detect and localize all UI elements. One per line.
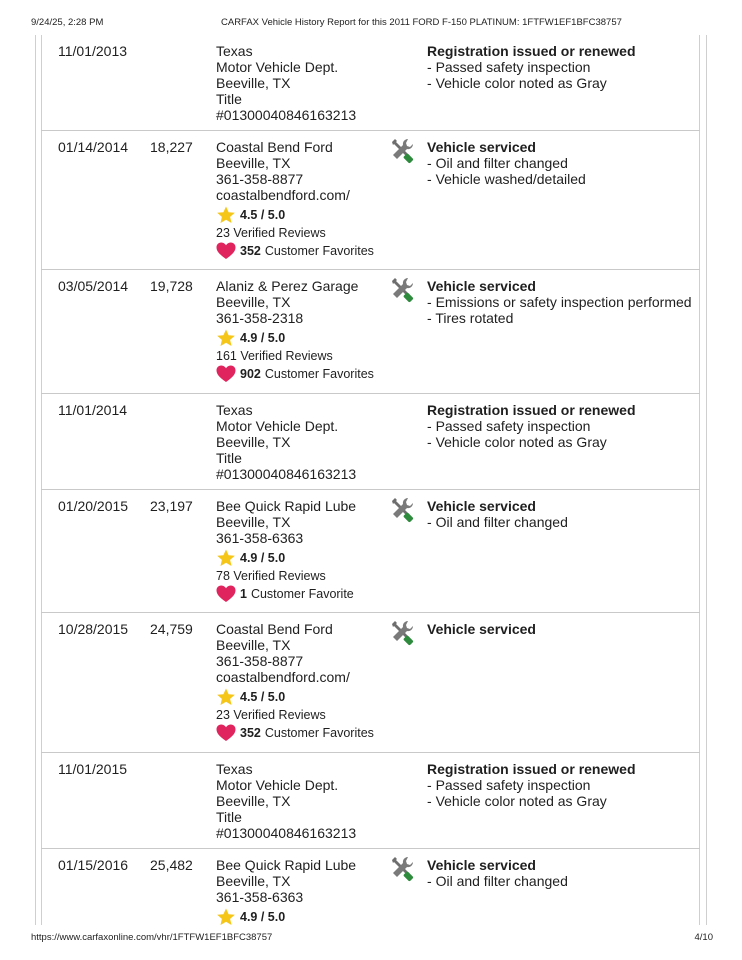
comment-item: - Vehicle washed/detailed bbox=[427, 171, 697, 187]
record-date: 11/01/2014 bbox=[58, 402, 128, 418]
customer-favorites bbox=[216, 724, 391, 742]
source-line: Title bbox=[216, 91, 242, 107]
comment-title: Vehicle serviced bbox=[427, 139, 536, 155]
source-line: Beeville, TX bbox=[216, 514, 291, 530]
rating-row bbox=[216, 549, 391, 567]
record-date: 11/01/2013 bbox=[58, 43, 128, 59]
comment-title: Registration issued or renewed bbox=[427, 43, 636, 59]
favorites-count: 352 bbox=[240, 244, 261, 258]
star-icon bbox=[216, 908, 236, 926]
record-comments bbox=[427, 402, 697, 450]
source-line: Beeville, TX bbox=[216, 873, 291, 889]
record-comments bbox=[427, 43, 697, 91]
rating-score: 4.9 / 5.0 bbox=[240, 910, 286, 924]
favorites-label: Customer Favorites bbox=[264, 244, 374, 258]
record-row bbox=[41, 490, 700, 613]
record-row bbox=[41, 613, 700, 753]
record-date: 01/15/2016 bbox=[58, 857, 129, 873]
source-line: Beeville, TX bbox=[216, 637, 291, 653]
heart-icon bbox=[216, 365, 236, 383]
favorites-label: Customer Favorites bbox=[264, 367, 374, 381]
record-odometer: 18,227 bbox=[150, 139, 193, 155]
favorites-count: 352 bbox=[240, 726, 261, 740]
record-source bbox=[216, 43, 391, 123]
frame-rule bbox=[35, 35, 36, 925]
comment-title: Registration issued or renewed bbox=[427, 402, 636, 418]
record-row bbox=[41, 270, 700, 394]
source-line: 361-358-6363 bbox=[216, 889, 304, 905]
comment-title: Registration issued or renewed bbox=[427, 761, 636, 777]
record-source bbox=[216, 278, 391, 383]
frame-rule bbox=[706, 35, 707, 925]
source-line: Coastal Bend Ford bbox=[216, 139, 333, 155]
source-line: Bee Quick Rapid Lube bbox=[216, 857, 357, 873]
record-date: 01/20/2015 bbox=[58, 498, 129, 514]
comment-item: - Emissions or safety inspection performed bbox=[427, 294, 697, 310]
record-row bbox=[41, 131, 700, 270]
print-footer bbox=[0, 932, 742, 946]
comment-title: Vehicle serviced bbox=[427, 278, 536, 294]
source-line: Coastal Bend Ford bbox=[216, 621, 333, 637]
comment-item: - Oil and filter changed bbox=[427, 514, 697, 530]
record-comments bbox=[427, 621, 697, 637]
wrench-screwdriver-icon bbox=[388, 275, 416, 303]
record-comments bbox=[427, 278, 697, 326]
rating-score: 4.9 / 5.0 bbox=[240, 551, 286, 565]
wrench-screwdriver-icon bbox=[388, 854, 416, 882]
source-line: Title bbox=[216, 450, 242, 466]
source-line: 361-358-2318 bbox=[216, 310, 304, 326]
record-comments bbox=[427, 139, 697, 187]
customer-favorites bbox=[216, 365, 391, 383]
wrench-screwdriver-icon bbox=[388, 618, 416, 646]
rating-score: 4.5 / 5.0 bbox=[240, 690, 286, 704]
history-records bbox=[41, 35, 700, 939]
record-row bbox=[41, 35, 700, 131]
source-line: coastalbendford.com/ bbox=[216, 187, 350, 203]
record-odometer: 25,482 bbox=[150, 857, 193, 873]
record-comments bbox=[427, 761, 697, 809]
rating-row bbox=[216, 908, 391, 926]
source-line: Texas bbox=[216, 761, 253, 777]
source-line: #01300040846163213 bbox=[216, 825, 357, 841]
source-line: Motor Vehicle Dept. bbox=[216, 418, 339, 434]
record-source bbox=[216, 621, 391, 742]
print-url: https://www.carfaxonline.com/vhr/1FTFW1EF1BFC38757 bbox=[31, 932, 273, 943]
wrench-screwdriver-icon bbox=[388, 136, 416, 164]
source-line: #01300040846163213 bbox=[216, 466, 357, 482]
comment-item: - Oil and filter changed bbox=[427, 873, 697, 889]
source-line: #01300040846163213 bbox=[216, 107, 357, 123]
source-line: 361-358-8877 bbox=[216, 653, 304, 669]
record-row bbox=[41, 849, 700, 939]
source-line: Beeville, TX bbox=[216, 793, 291, 809]
record-source bbox=[216, 402, 391, 482]
record-source bbox=[216, 761, 391, 841]
comment-item: - Passed safety inspection bbox=[427, 59, 697, 75]
favorites-label: Customer Favorites bbox=[264, 726, 374, 740]
record-date: 01/14/2014 bbox=[58, 139, 129, 155]
source-line: Beeville, TX bbox=[216, 155, 291, 171]
source-line: Alaniz & Perez Garage bbox=[216, 278, 359, 294]
record-row bbox=[41, 753, 700, 849]
record-odometer: 23,197 bbox=[150, 498, 193, 514]
rating-row bbox=[216, 329, 391, 347]
source-line: 361-358-8877 bbox=[216, 171, 304, 187]
verified-reviews: 78 Verified Reviews bbox=[216, 569, 326, 583]
comment-item: - Vehicle color noted as Gray bbox=[427, 434, 697, 450]
source-line: Texas bbox=[216, 43, 253, 59]
record-odometer: 19,728 bbox=[150, 278, 193, 294]
favorites-label: Customer Favorite bbox=[250, 587, 354, 601]
print-date: 9/24/25, 2:28 PM bbox=[31, 17, 104, 28]
comment-title: Vehicle serviced bbox=[427, 621, 536, 637]
favorites-count: 902 bbox=[240, 367, 261, 381]
comment-item: - Passed safety inspection bbox=[427, 777, 697, 793]
record-comments bbox=[427, 857, 697, 889]
source-line: Beeville, TX bbox=[216, 75, 291, 91]
record-odometer: 24,759 bbox=[150, 621, 193, 637]
rating-row bbox=[216, 206, 391, 224]
record-date: 10/28/2015 bbox=[58, 621, 129, 637]
customer-favorites bbox=[216, 242, 391, 260]
print-title: CARFAX Vehicle History Report for this 2011 FORD F-150 PLATINUM: 1FTFW1EF1BFC38757 bbox=[221, 17, 622, 28]
verified-reviews: 23 Verified Reviews bbox=[216, 708, 326, 722]
star-icon bbox=[216, 688, 236, 706]
verified-reviews: 161 Verified Reviews bbox=[216, 349, 333, 363]
record-source bbox=[216, 139, 391, 260]
comment-title: Vehicle serviced bbox=[427, 498, 536, 514]
print-header bbox=[0, 17, 742, 31]
source-line: Bee Quick Rapid Lube bbox=[216, 498, 357, 514]
source-line: Beeville, TX bbox=[216, 434, 291, 450]
star-icon bbox=[216, 329, 236, 347]
page-number: 4/10 bbox=[694, 932, 713, 943]
record-source bbox=[216, 857, 391, 926]
source-line: Motor Vehicle Dept. bbox=[216, 777, 339, 793]
heart-icon bbox=[216, 724, 236, 742]
source-line: 361-358-6363 bbox=[216, 530, 304, 546]
rating-row bbox=[216, 688, 391, 706]
source-line: Texas bbox=[216, 402, 253, 418]
record-date: 03/05/2014 bbox=[58, 278, 129, 294]
source-line: Motor Vehicle Dept. bbox=[216, 59, 339, 75]
star-icon bbox=[216, 206, 236, 224]
comment-item: - Oil and filter changed bbox=[427, 155, 697, 171]
rating-score: 4.5 / 5.0 bbox=[240, 208, 286, 222]
heart-icon bbox=[216, 585, 236, 603]
comment-item: - Tires rotated bbox=[427, 310, 697, 326]
source-line: coastalbendford.com/ bbox=[216, 669, 350, 685]
record-source bbox=[216, 498, 391, 603]
record-date: 11/01/2015 bbox=[58, 761, 128, 777]
customer-favorites bbox=[216, 585, 391, 603]
comment-item: - Vehicle color noted as Gray bbox=[427, 793, 697, 809]
source-line: Title bbox=[216, 809, 242, 825]
heart-icon bbox=[216, 242, 236, 260]
comment-title: Vehicle serviced bbox=[427, 857, 536, 873]
record-row bbox=[41, 394, 700, 490]
comment-item: - Vehicle color noted as Gray bbox=[427, 75, 697, 91]
comment-item: - Passed safety inspection bbox=[427, 418, 697, 434]
favorites-count: 1 bbox=[240, 587, 247, 601]
verified-reviews: 23 Verified Reviews bbox=[216, 226, 326, 240]
rating-score: 4.9 / 5.0 bbox=[240, 331, 286, 345]
source-line: Beeville, TX bbox=[216, 294, 291, 310]
record-comments bbox=[427, 498, 697, 530]
wrench-screwdriver-icon bbox=[388, 495, 416, 523]
star-icon bbox=[216, 549, 236, 567]
